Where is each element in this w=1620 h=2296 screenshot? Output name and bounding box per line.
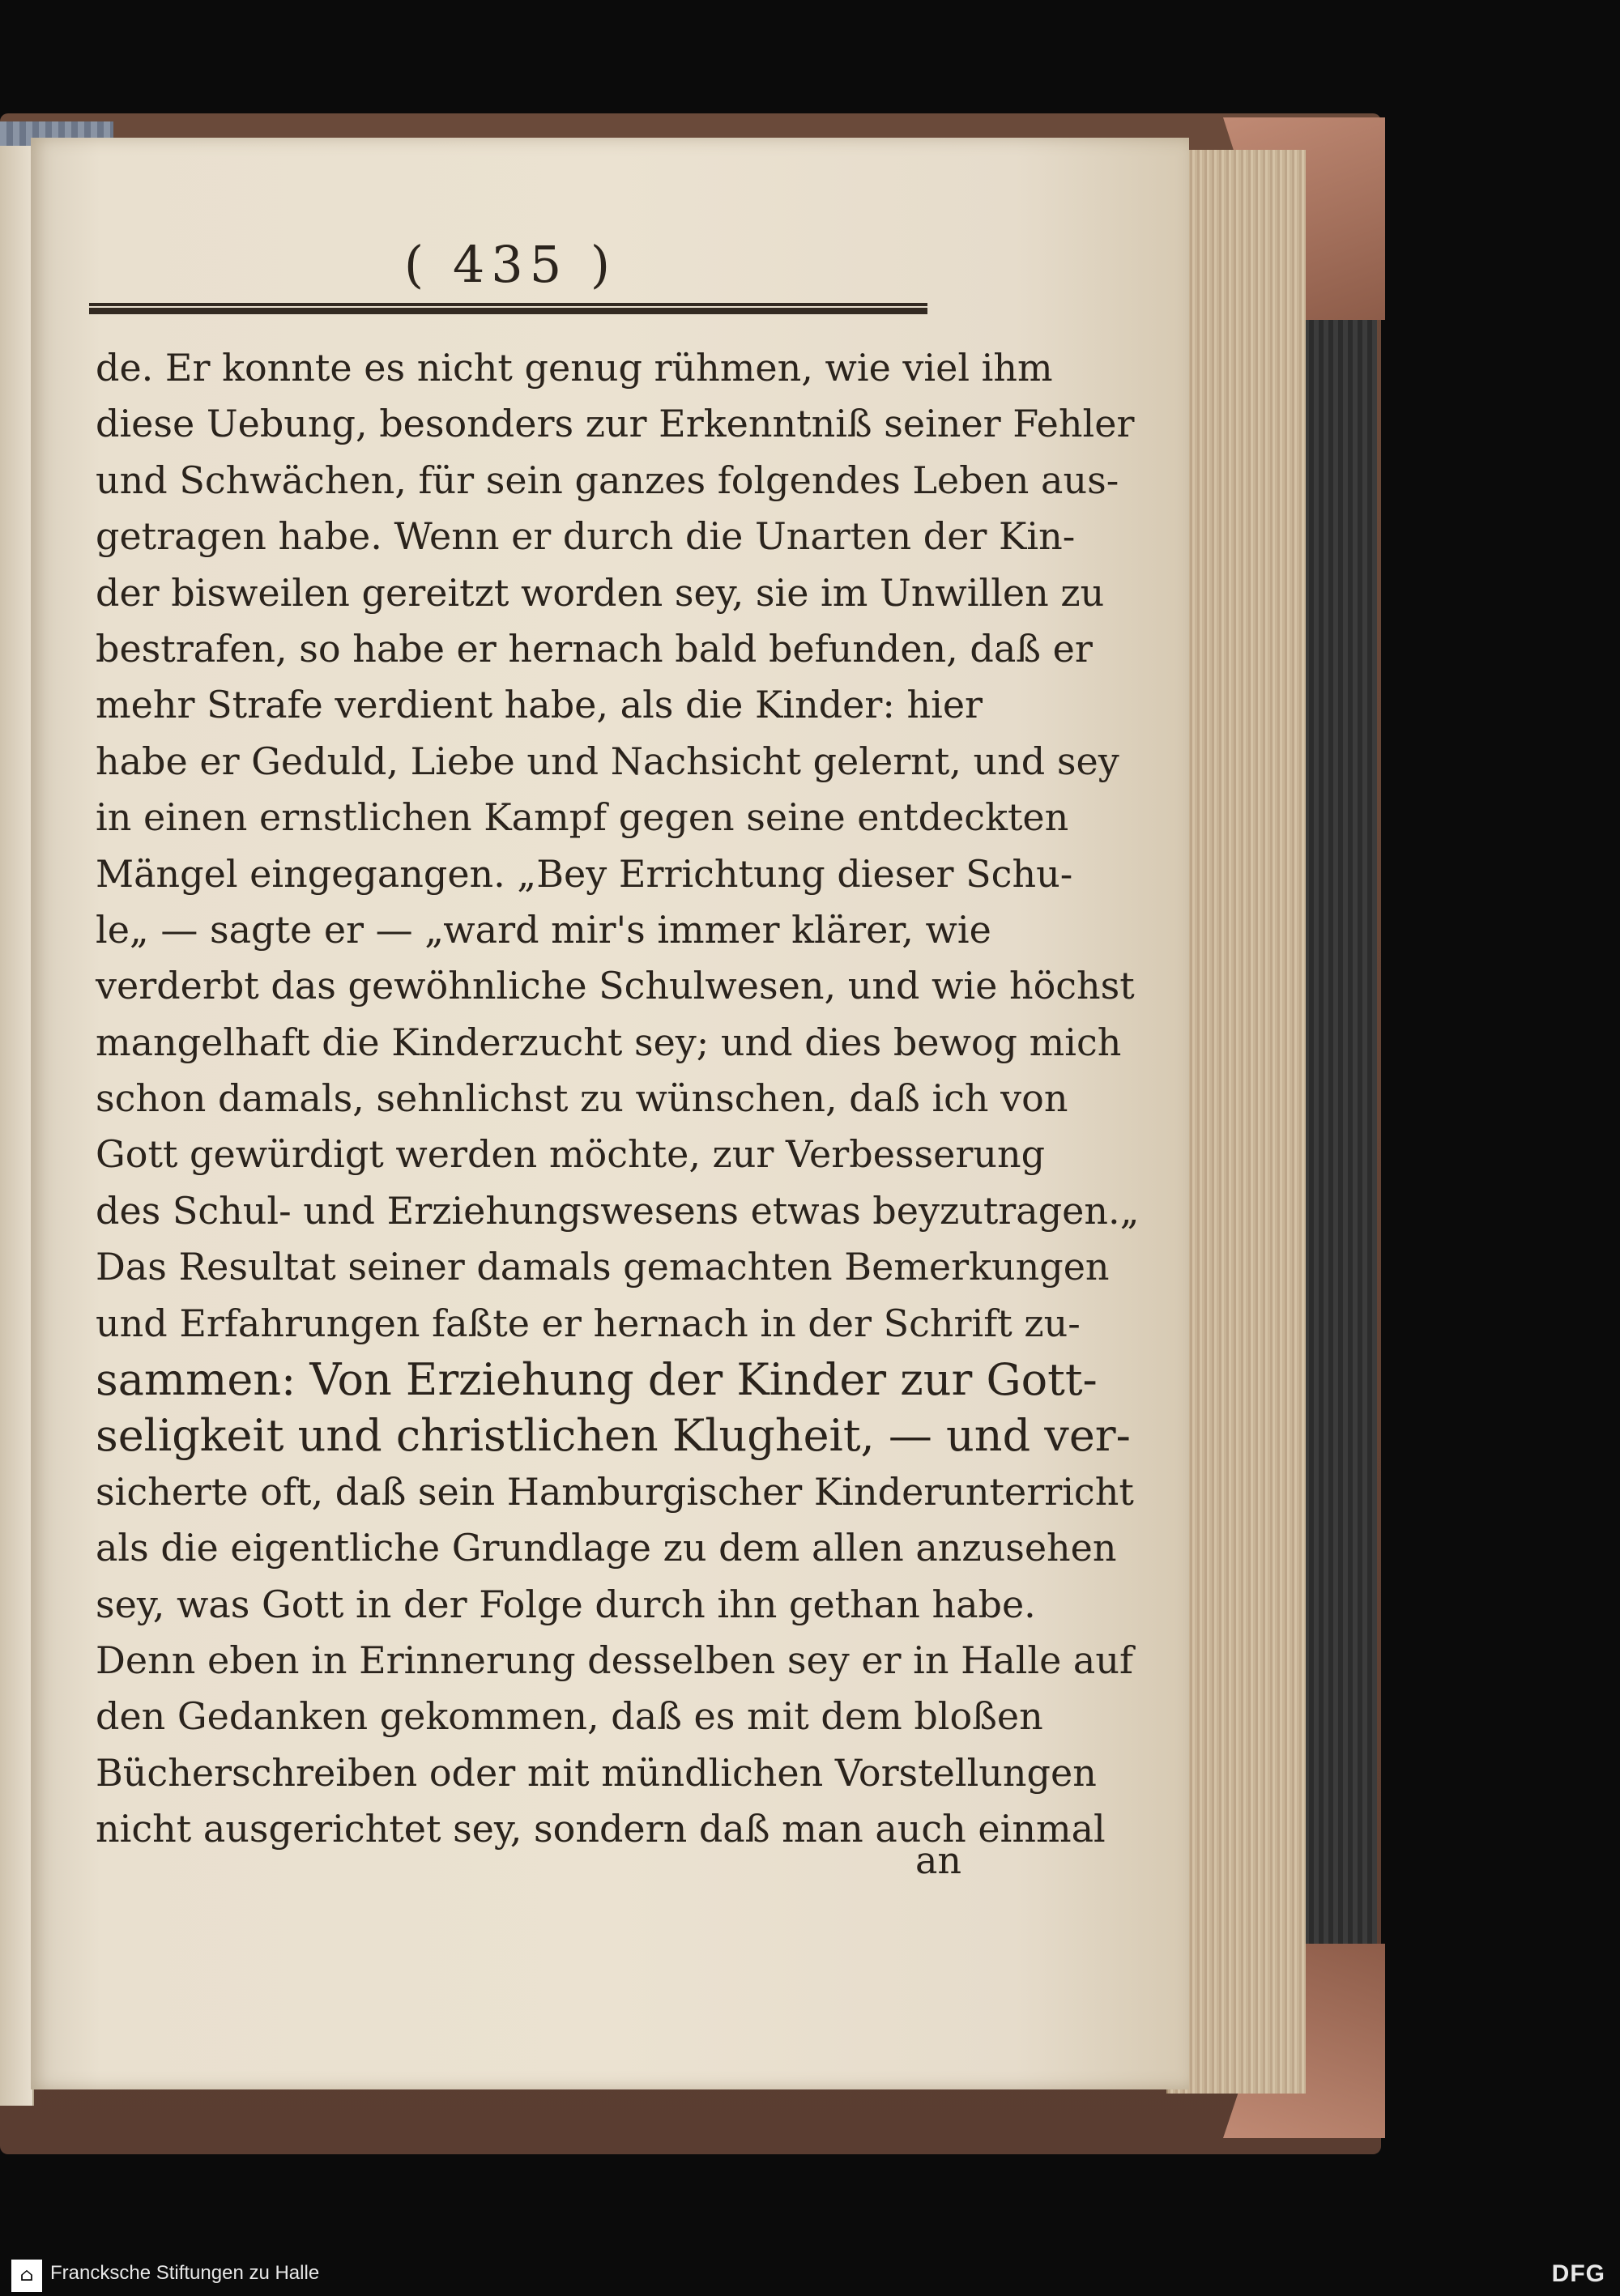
text-line: als die eigentliche Grundlage zu dem allen anzusehen [96, 1526, 1117, 1570]
text-line-title: seligkeit und christlichen Klugheit, — und ver- [96, 1410, 1131, 1462]
text-line: und Schwächen, für sein ganzes folgendes Leben aus- [96, 458, 1119, 502]
text-line: verderbt das gewöhnliche Schulwesen, und wie höchst [96, 964, 1135, 1008]
text-line: getragen habe. Wenn er durch die Unarten der Kin- [96, 514, 1076, 559]
text-line: Denn eben in Erinnerung desselben sey er in Halle auf [96, 1638, 1133, 1682]
text-line: der bisweilen gereitzt worden sey, sie im Unwillen zu [96, 570, 1105, 615]
text-line: habe er Geduld, Liebe und Nachsicht gelernt, und sey [96, 739, 1119, 783]
text-line: nicht ausgerichtet sey, sondern daß man auch einmal [96, 1807, 1106, 1851]
page-text [96, 340, 1140, 1858]
text-line: mangelhaft die Kinderzucht sey; und dies bewog mich [96, 1020, 1122, 1064]
footer-institution: Francksche Stiftungen zu Halle [50, 2262, 320, 2284]
page-number: ( 435 ) [403, 235, 617, 294]
francke-foundation-logo-icon: ⌂ [11, 2260, 42, 2292]
left-page-edge [0, 146, 34, 2106]
text-line: des Schul- und Erziehungswesens etwas beyzutragen.„ [96, 1188, 1140, 1233]
text-line: schon damals, sehnlichst zu wünschen, daß ich von [96, 1076, 1068, 1121]
text-line: bestrafen, so habe er hernach bald befunden, daß er [96, 626, 1093, 671]
cover-cloth [1304, 275, 1377, 1960]
text-line: sey, was Gott in der Folge durch ihn gethan habe. [96, 1582, 1036, 1626]
text-line: de. Er konnte es nicht genug rühmen, wie viel ihm [96, 346, 1053, 390]
text-line-title: sammen: Von Erziehung der Kinder zur Gott- [96, 1354, 1098, 1406]
text-line: diese Uebung, besonders zur Erkenntniß seiner Fehler [96, 402, 1135, 446]
text-line: Gott gewürdigt werden möchte, zur Verbesserung [96, 1132, 1046, 1177]
text-line: mehr Strafe verdient habe, als die Kinder: hier [96, 683, 983, 727]
text-line: den Gedanken gekommen, daß es mit dem bloßen [96, 1694, 1043, 1739]
text-line: sicherte oft, daß sein Hamburgischer Kinderunterricht [96, 1469, 1134, 1514]
text-line: und Erfahrungen faßte er hernach in der Schrift zu- [96, 1301, 1081, 1345]
catchword: an [915, 1838, 962, 1882]
dfg-logo: DFG [1551, 2260, 1605, 2287]
text-line: le„ — sagte er — „ward mir's immer klärer, wie [96, 907, 991, 952]
text-line: Das Resultat seiner damals gemachten Bemerkungen [96, 1245, 1110, 1289]
text-line: in einen ernstlichen Kampf gegen seine entdeckten [96, 795, 1069, 840]
header-rule [89, 303, 927, 314]
text-line: Mängel eingegangen. „Bey Errichtung dieser Schu- [96, 851, 1073, 896]
text-line: Bücherschreiben oder mit mündlichen Vorstellungen [96, 1750, 1097, 1795]
